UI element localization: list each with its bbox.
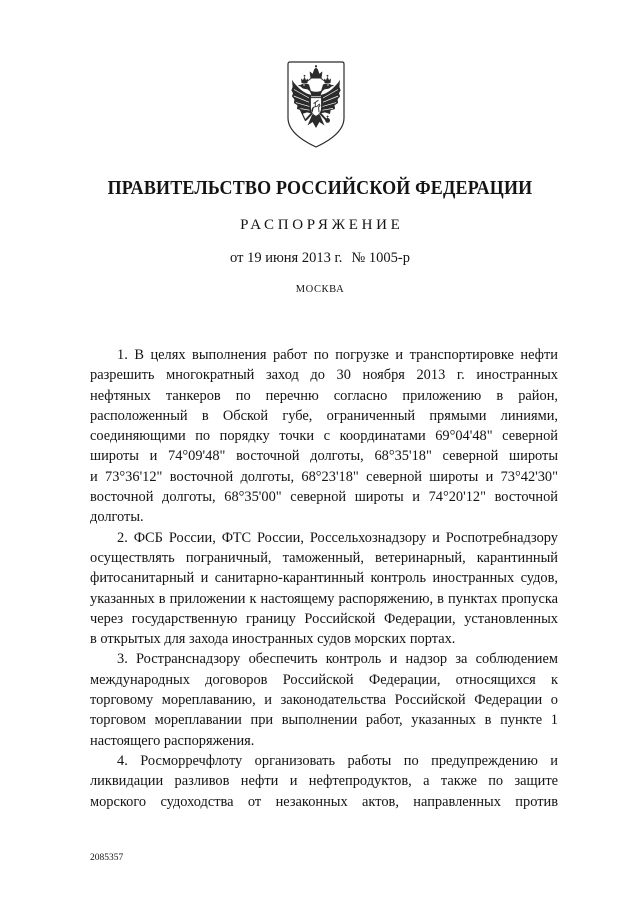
paragraph-2 <box>90 528 558 650</box>
body-line: широты и 74°09'48" восточной долготы, 68°35'18" северной широты <box>90 448 558 465</box>
body-line: 4. Росморречфлоту организовать работы по предупреждению и <box>117 752 558 769</box>
body-line: долготы. <box>90 509 144 526</box>
organization-title-text: ПРАВИТЕЛЬСТВО РОССИЙСКОЙ ФЕДЕРАЦИИ <box>107 177 533 199</box>
organization-title <box>0 175 640 201</box>
document-number: № 1005-р <box>351 250 410 266</box>
body-line: и 73°36'12" восточной долготы, 68°23'18" северной широты и 73°42'30" <box>90 468 558 485</box>
body-line: ликвидации разливов нефти и нефтепродуктов, а также по защите <box>90 773 558 790</box>
body-line: 2. ФСБ России, ФТС России, Россельхознадзору и Роспотребнадзору <box>117 529 558 546</box>
city: МОСКВА <box>295 284 345 295</box>
body-line: 3. Ространснадзору обеспечить контроль и надзор за соблюдением <box>117 651 558 668</box>
body-line: осуществлять пограничный, таможенный, ветеринарный, карантинный <box>90 549 558 566</box>
body-line: восточной долготы, 68°35'00" северной широты и 74°20'12" восточной <box>90 489 558 506</box>
paragraph-4 <box>90 751 558 812</box>
date-number-line <box>0 247 640 269</box>
paragraph-1 <box>90 345 558 528</box>
document-date: от 19 июня 2013 г. <box>230 250 343 266</box>
body-line: международных договоров Российской Федерации, относящихся к <box>90 671 558 688</box>
body-line: через государственную границу Российской Федерации, установленных <box>90 610 558 627</box>
body-line: фитосанитарный и санитарно-карантинный контроль иностранных судов, <box>90 570 558 587</box>
body-line: соединяющими по порядку точки с координатами 69°04'48" северной <box>90 428 558 445</box>
paragraph-3 <box>90 649 558 750</box>
body-line: указанных в приложении к настоящему распоряжению, в пунктах пропуска <box>90 590 558 607</box>
body-line: торговому мореплаванию, и законодательства Российской Федерации о <box>90 692 558 709</box>
body-line: разрешить многократный заход до 30 ноября 2013 г. иностранных <box>90 367 558 384</box>
body-line: торговом мореплавании при выполнении работ, указанных в пункте 1 <box>90 712 558 729</box>
body-line: 1. В целях выполнения работ по погрузке и транспортировке нефти <box>117 347 558 363</box>
body-line: расположенный в Обской губе, ограниченный прямыми линиями, <box>90 407 558 424</box>
body-line: настоящего распоряжения. <box>90 732 255 749</box>
document-code: 2085357 <box>90 853 124 863</box>
body-line: в открытых для захода иностранных судов морских портах. <box>90 631 456 648</box>
body-line: нефтяных танкеров по перечню согласно приложению в район, <box>90 387 558 404</box>
document-type: РАСПОРЯЖЕНИЕ <box>240 217 404 233</box>
russian-coat-of-arms-icon <box>284 58 348 150</box>
body-line: морского судоходства от незаконных актов, направленных против <box>90 793 558 810</box>
document-body <box>90 345 558 812</box>
